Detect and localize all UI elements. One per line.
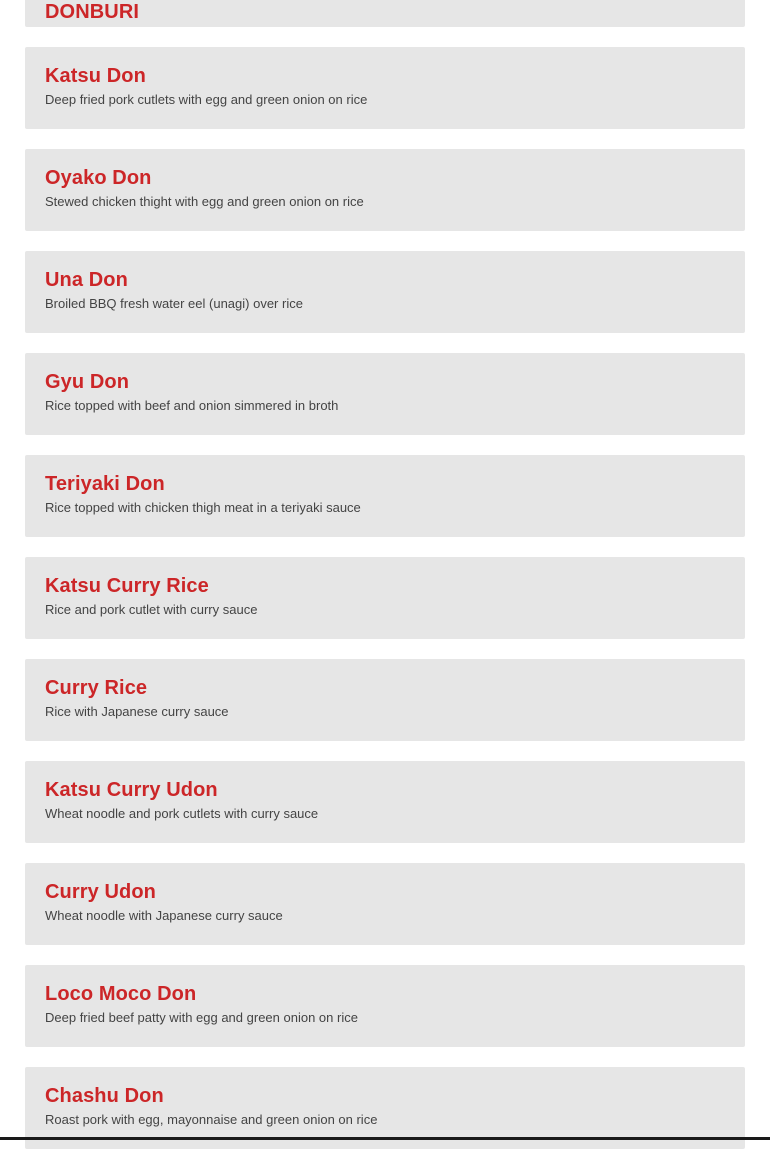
menu-item-name: Teriyaki Don bbox=[45, 473, 165, 495]
menu-item-katsu-curry-rice[interactable] bbox=[25, 557, 745, 639]
menu-item-name: Chashu Don bbox=[45, 1085, 164, 1107]
menu-item-teriyaki-don[interactable] bbox=[25, 455, 745, 537]
menu-item-description: Roast pork with egg, mayonnaise and green onion on rice bbox=[45, 1112, 378, 1127]
menu-item-description: Stewed chicken thight with egg and green onion on rice bbox=[45, 194, 364, 209]
menu-item-name: Katsu Don bbox=[45, 65, 146, 87]
menu-item-name: Gyu Don bbox=[45, 371, 130, 393]
menu-item-katsu-don[interactable] bbox=[25, 47, 745, 129]
menu-item-description: Wheat noodle and pork cutlets with curry sauce bbox=[45, 806, 319, 821]
menu-item-katsu-curry-udon[interactable] bbox=[25, 761, 745, 843]
menu-list bbox=[25, 0, 745, 1169]
menu-item-name: Loco Moco Don bbox=[45, 983, 197, 1005]
menu-item-description: Rice topped with chicken thigh meat in a teriyaki sauce bbox=[45, 500, 361, 515]
menu-item-name: Curry Rice bbox=[45, 677, 148, 699]
section-title: DONBURI bbox=[45, 1, 140, 23]
menu-item-oyako-don[interactable] bbox=[25, 149, 745, 231]
section-header-card bbox=[25, 0, 745, 27]
menu-item-description: Deep fried beef patty with egg and green onion on rice bbox=[45, 1010, 358, 1025]
menu-item-description: Rice with Japanese curry sauce bbox=[45, 704, 229, 719]
menu-item-una-don[interactable] bbox=[25, 251, 745, 333]
menu-item-name: Oyako Don bbox=[45, 167, 152, 189]
menu-item-loco-moco-don[interactable] bbox=[25, 965, 745, 1047]
menu-item-curry-udon[interactable] bbox=[25, 863, 745, 945]
menu-item-curry-rice[interactable] bbox=[25, 659, 745, 741]
menu-item-description: Deep fried pork cutlets with egg and green onion on rice bbox=[45, 92, 368, 107]
menu-item-description: Rice topped with beef and onion simmered in broth bbox=[45, 398, 339, 413]
menu-item-name: Katsu Curry Rice bbox=[45, 575, 209, 597]
menu-item-name: Una Don bbox=[45, 269, 128, 291]
menu-item-gyu-don[interactable] bbox=[25, 353, 745, 435]
menu-item-description: Wheat noodle with Japanese curry sauce bbox=[45, 908, 283, 923]
menu-item-name: Curry Udon bbox=[45, 881, 156, 903]
menu-item-description: Rice and pork cutlet with curry sauce bbox=[45, 602, 258, 617]
menu-item-description: Broiled BBQ fresh water eel (unagi) over rice bbox=[45, 296, 303, 311]
menu-item-name: Katsu Curry Udon bbox=[45, 779, 218, 801]
